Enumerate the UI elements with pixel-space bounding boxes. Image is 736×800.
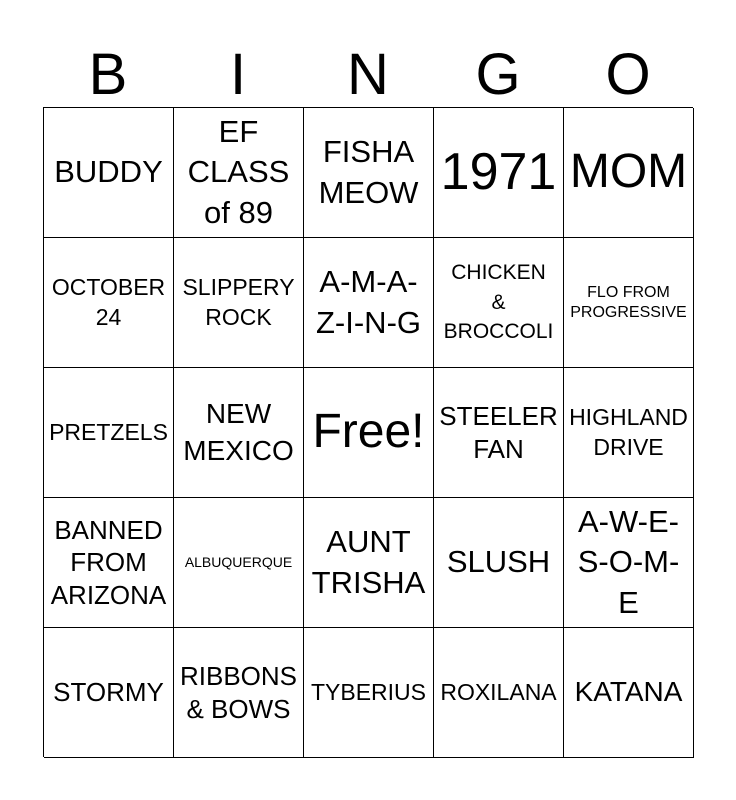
bingo-cell-r2c1[interactable]: OCTOBER 24: [44, 238, 174, 368]
bingo-cell-r5c1[interactable]: STORMY: [44, 628, 174, 758]
bingo-header: [43, 42, 693, 108]
bingo-cell-r4c2[interactable]: ALBUQUERQUE: [174, 498, 304, 628]
header-letter-g: G: [475, 42, 521, 107]
bingo-cell-r3c4[interactable]: STEELER FAN: [434, 368, 564, 498]
bingo-card-grid: [43, 107, 693, 757]
bingo-cell-r1c4[interactable]: 1971: [434, 108, 564, 238]
bingo-cell-r2c2[interactable]: SLIPPERY ROCK: [174, 238, 304, 368]
bingo-cell-r4c1[interactable]: BANNED FROM ARIZONA: [44, 498, 174, 628]
bingo-cell-r5c3[interactable]: TYBERIUS: [304, 628, 434, 758]
bingo-cell-r1c2[interactable]: EF CLASS of 89: [174, 108, 304, 238]
bingo-cell-r3c2[interactable]: NEW MEXICO: [174, 368, 304, 498]
bingo-cell-free[interactable]: Free!: [304, 368, 434, 498]
header-letter-o: O: [605, 42, 651, 107]
bingo-cell-r3c1[interactable]: PRETZELS: [44, 368, 174, 498]
bingo-cell-r1c5[interactable]: MOM: [564, 108, 694, 238]
bingo-cell-r4c5[interactable]: A-W-E- S-O-M- E: [564, 498, 694, 628]
header-letter-b: B: [88, 42, 128, 107]
bingo-cell-r4c3[interactable]: AUNT TRISHA: [304, 498, 434, 628]
header-letter-n: N: [347, 42, 389, 107]
bingo-cell-r3c5[interactable]: HIGHLAND DRIVE: [564, 368, 694, 498]
bingo-cell-r4c4[interactable]: SLUSH: [434, 498, 564, 628]
bingo-cell-r5c5[interactable]: KATANA: [564, 628, 694, 758]
bingo-cell-r5c4[interactable]: ROXILANA: [434, 628, 564, 758]
bingo-cell-r1c1[interactable]: BUDDY: [44, 108, 174, 238]
bingo-cell-r5c2[interactable]: RIBBONS & BOWS: [174, 628, 304, 758]
header-letter-i: I: [229, 42, 247, 107]
bingo-cell-r1c3[interactable]: FISHA MEOW: [304, 108, 434, 238]
bingo-cell-r2c3[interactable]: A-M-A- Z-I-N-G: [304, 238, 434, 368]
bingo-cell-r2c4[interactable]: CHICKEN & BROCCOLI: [434, 238, 564, 368]
bingo-cell-r2c5[interactable]: FLO FROM PROGRESSIVE: [564, 238, 694, 368]
